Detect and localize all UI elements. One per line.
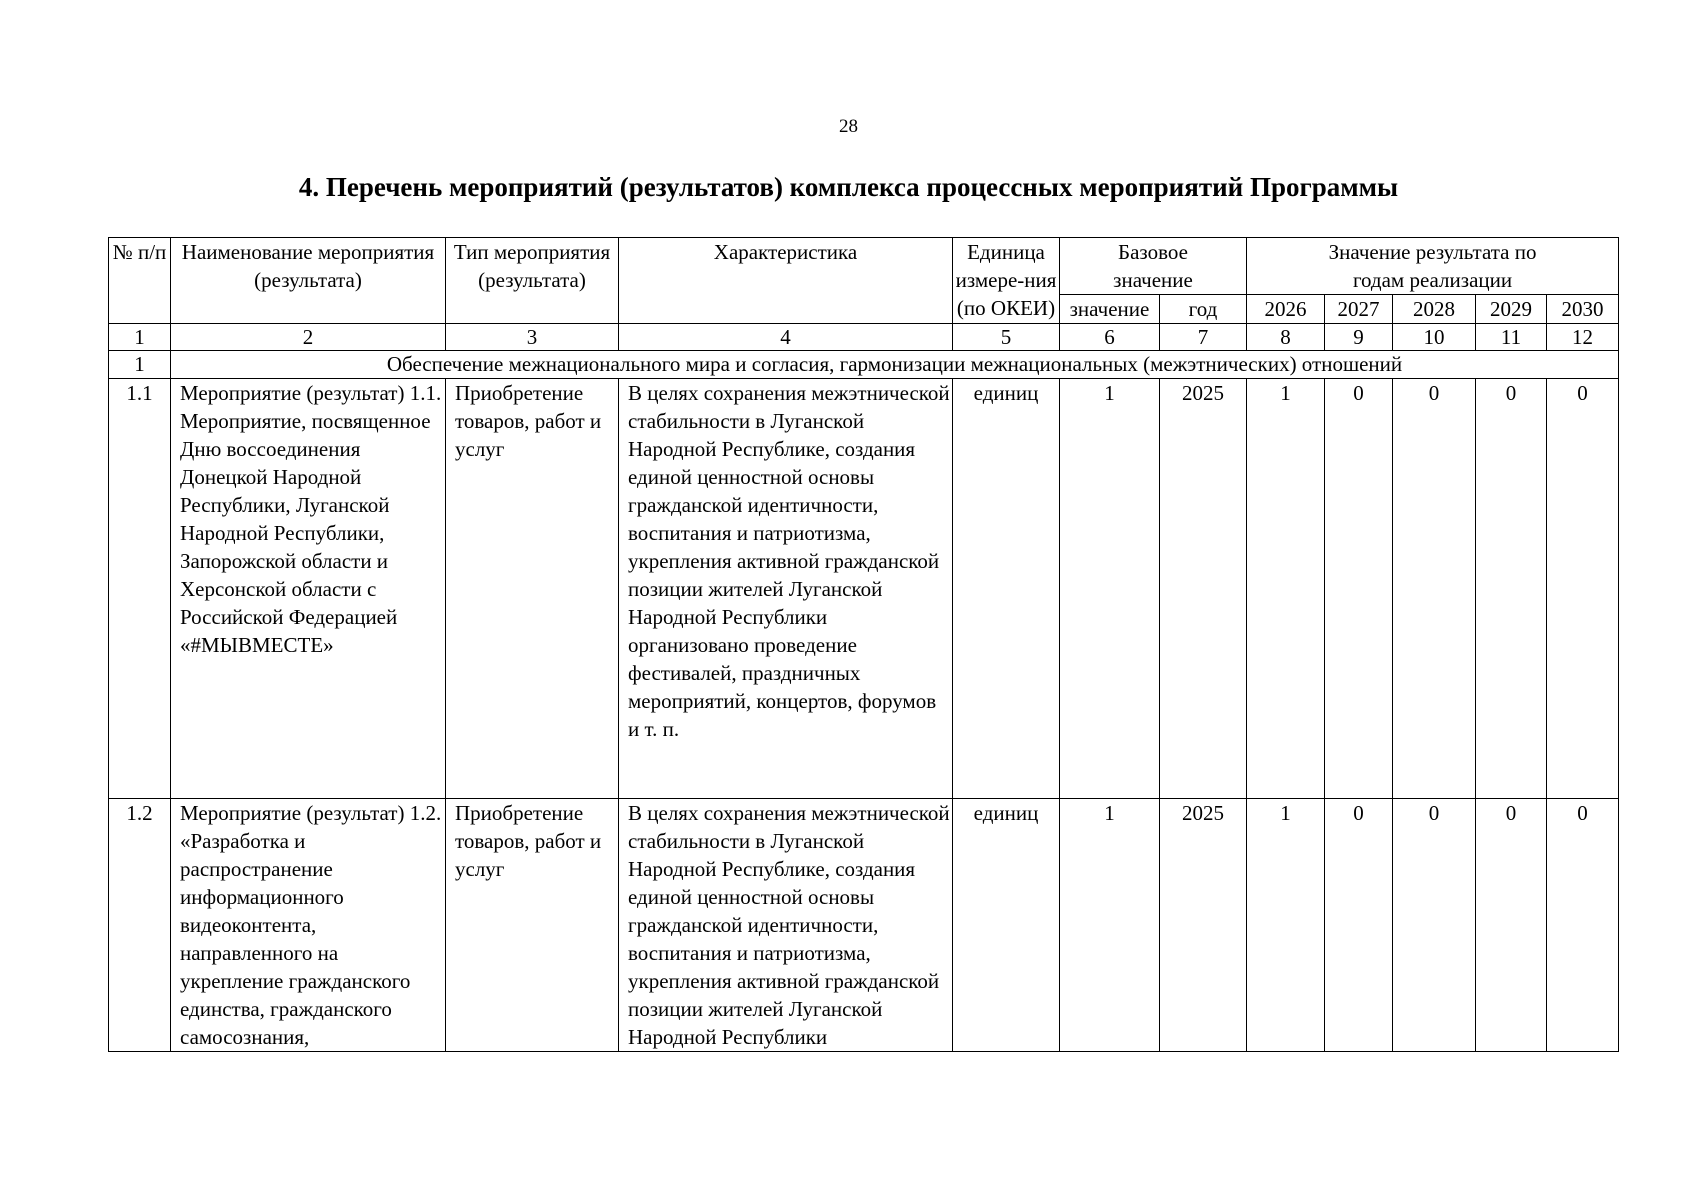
column-number: 1 <box>109 324 171 351</box>
table-row <box>109 379 1619 799</box>
year-value: 0 <box>1325 379 1393 799</box>
year-value: 0 <box>1393 799 1476 1052</box>
year-value: 0 <box>1325 799 1393 1052</box>
base-year: 2025 <box>1160 379 1247 799</box>
result-name: Мероприятие (результат) 1.1. Мероприятие, посвященное Дню воссоединения Донецкой Народной Республики, Луганской Народной Республики, Запорожской области и Херсонской области с Российской Федерацией «#МЫВМЕСТЕ» <box>171 379 446 799</box>
header-year: 2026 <box>1247 295 1325 324</box>
column-number: 7 <box>1160 324 1247 351</box>
column-number: 10 <box>1393 324 1476 351</box>
year-value: 0 <box>1476 379 1547 799</box>
page-title: 4. Перечень мероприятий (результатов) комплекса процессных мероприятий Программы <box>298 172 1399 202</box>
column-number: 6 <box>1060 324 1160 351</box>
row-number: 1.2 <box>109 799 171 1052</box>
column-number: 3 <box>446 324 619 351</box>
header-name: Наименование мероприятия (результата) <box>171 238 446 324</box>
header-year: 2030 <box>1547 295 1619 324</box>
result-characteristic: В целях сохранения межэтнической стабильности в Луганской Народной Республике, создания единой ценностной основы гражданской идентичности, воспитания и патриотизма, укрепления активной гражданской позиции жителей Луганской Народной Республики организовано проведение фестивалей, праздничных мероприятий, концертов, форумов и т. п. <box>619 379 953 799</box>
year-value: 0 <box>1547 379 1619 799</box>
table-row <box>109 799 1619 1052</box>
section-number: 1 <box>109 351 171 379</box>
column-number: 12 <box>1547 324 1619 351</box>
year-value: 0 <box>1476 799 1547 1052</box>
header-row-top <box>109 238 1619 295</box>
header-year: 2027 <box>1325 295 1393 324</box>
column-number: 5 <box>953 324 1060 351</box>
header-base-group: Базовое значение <box>1060 238 1247 295</box>
base-value: 1 <box>1060 379 1160 799</box>
result-type: Приобретение товаров, работ и услуг <box>446 799 619 1052</box>
column-number: 4 <box>619 324 953 351</box>
section-row <box>109 351 1619 379</box>
column-number-row <box>109 324 1619 351</box>
header-year: 2028 <box>1393 295 1476 324</box>
column-number: 11 <box>1476 324 1547 351</box>
section-title: Обеспечение межнационального мира и согласия, гармонизации межнациональных (межэтнических) отношений <box>171 351 1619 379</box>
header-characteristic: Характеристика <box>619 238 953 324</box>
base-value: 1 <box>1060 799 1160 1052</box>
header-type: Тип мероприятия (результата) <box>446 238 619 324</box>
page-number: 28 <box>839 116 858 137</box>
row-number: 1.1 <box>109 379 171 799</box>
base-year: 2025 <box>1160 799 1247 1052</box>
header-year: 2029 <box>1476 295 1547 324</box>
header-base-value: значение <box>1060 295 1160 324</box>
result-name: Мероприятие (результат) 1.2. «Разработка и распространение информационного видеоконтента, направленного на укрепление гражданского единства, гражданского самосознания, <box>171 799 446 1052</box>
column-number: 2 <box>171 324 446 351</box>
header-unit: Единица измере-ния (по ОКЕИ) <box>953 238 1060 324</box>
column-number: 8 <box>1247 324 1325 351</box>
result-type: Приобретение товаров, работ и услуг <box>446 379 619 799</box>
year-value: 0 <box>1547 799 1619 1052</box>
result-characteristic: В целях сохранения межэтнической стабильности в Луганской Народной Республике, создания единой ценностной основы гражданской идентичности, воспитания и патриотизма, укрепления активной гражданской позиции жителей Луганской Народной Республики <box>619 799 953 1052</box>
result-unit: единиц <box>953 379 1060 799</box>
year-value: 1 <box>1247 379 1325 799</box>
result-unit: единиц <box>953 799 1060 1052</box>
column-number: 9 <box>1325 324 1393 351</box>
header-no: № п/п <box>109 238 171 324</box>
header-result-group: Значение результата по годам реализации <box>1247 238 1619 295</box>
year-value: 0 <box>1393 379 1476 799</box>
header-base-year: год <box>1160 295 1247 324</box>
results-table <box>108 237 1619 1052</box>
year-value: 1 <box>1247 799 1325 1052</box>
